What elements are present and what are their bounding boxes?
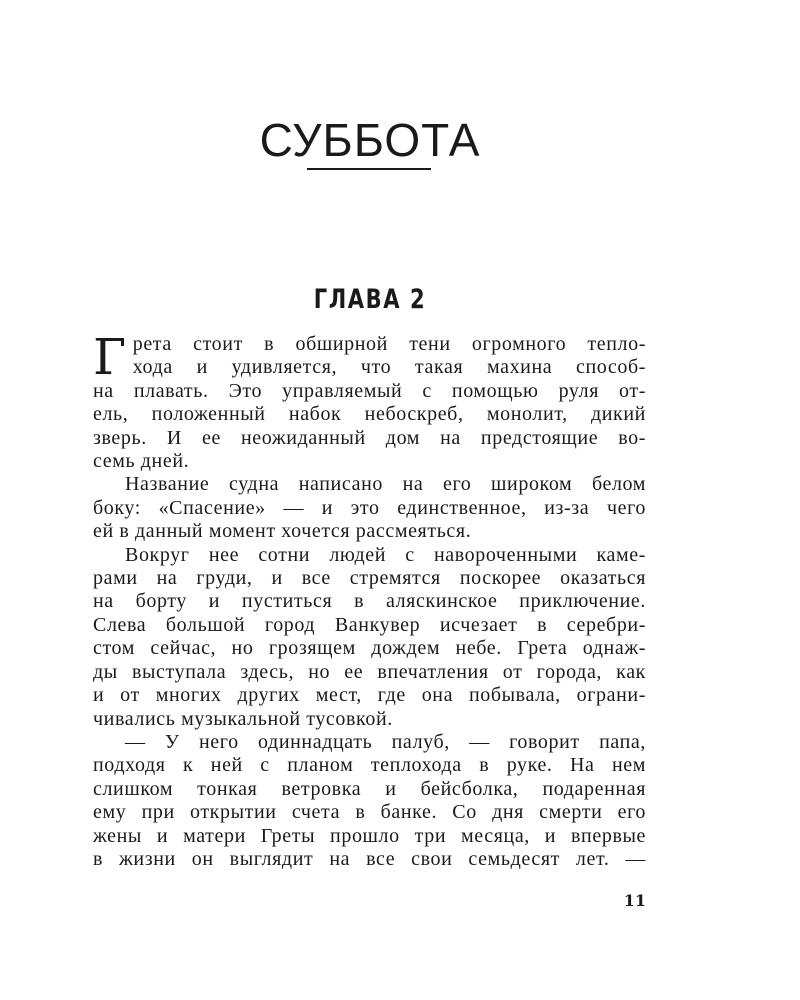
text-line: ды выступала здесь, но ее впечатления от города, как xyxy=(93,660,646,683)
text-line: жены и матери Греты прошло три месяца, и впервые xyxy=(93,824,646,847)
paragraph-2 xyxy=(93,473,646,543)
text-line: рами на груди, и все стремятся поскорее оказаться xyxy=(93,567,646,590)
text-line: зверь. И ее неожиданный дом на предстоящие во- xyxy=(93,426,646,449)
text-line: Слева большой город Ванкувер исчезает в серебри- xyxy=(93,613,646,636)
text-line: ель, положенный набок небоскреб, монолит, дикий xyxy=(93,403,646,426)
text-line: боку: «Спасение» — и это единственное, из-за чего xyxy=(93,496,646,519)
text-line: в жизни он выглядит на все свои семьдесят лет. — xyxy=(93,847,646,870)
paragraph-4 xyxy=(93,731,646,871)
text-line: семь дней. xyxy=(93,450,190,473)
title-rule xyxy=(307,168,431,170)
paragraph-3 xyxy=(93,544,646,731)
text-line: подходя к ней с планом теплохода в руке. На нем xyxy=(93,754,646,777)
text-line: ему при открытии счета в банке. Со дня смерти его xyxy=(93,801,646,824)
drop-cap: Г xyxy=(93,328,127,386)
text-line: рета стоит в обширной тени огромного тепло- xyxy=(132,333,646,355)
text-line: стом сейчас, но грозящем дождем небе. Грета однаж- xyxy=(93,637,646,660)
text-line: слишком тонкая ветровка и бейсболка, подаренная xyxy=(93,777,646,800)
page-number: 11 xyxy=(623,891,646,910)
text-line: хода и удивляется, что такая махина способ- xyxy=(132,356,646,379)
text-line: и от многих других мест, где она побывала, ограни- xyxy=(93,684,646,707)
part-title: СУББОТА xyxy=(259,114,481,166)
paragraph-1 xyxy=(93,328,646,473)
text-line: чивались музыкальной тусовкой. xyxy=(93,707,393,730)
chapter-title: ГЛАВА 2 xyxy=(313,284,427,315)
text-line: на борту и пуститься в аляскинское приключение. xyxy=(93,590,646,613)
text-line: Название судна написано на его широком белом xyxy=(125,473,646,496)
chapter-body xyxy=(93,328,646,871)
text-line: — У него одиннадцать палуб, — говорит папа, xyxy=(125,730,646,753)
text-line: ей в данный момент хочется рассмеяться. xyxy=(93,520,472,543)
text-line: на плавать. Это управляемый с помощью руля от- xyxy=(93,379,646,402)
text-line: Вокруг нее сотни людей с навороченными каме- xyxy=(125,543,646,566)
